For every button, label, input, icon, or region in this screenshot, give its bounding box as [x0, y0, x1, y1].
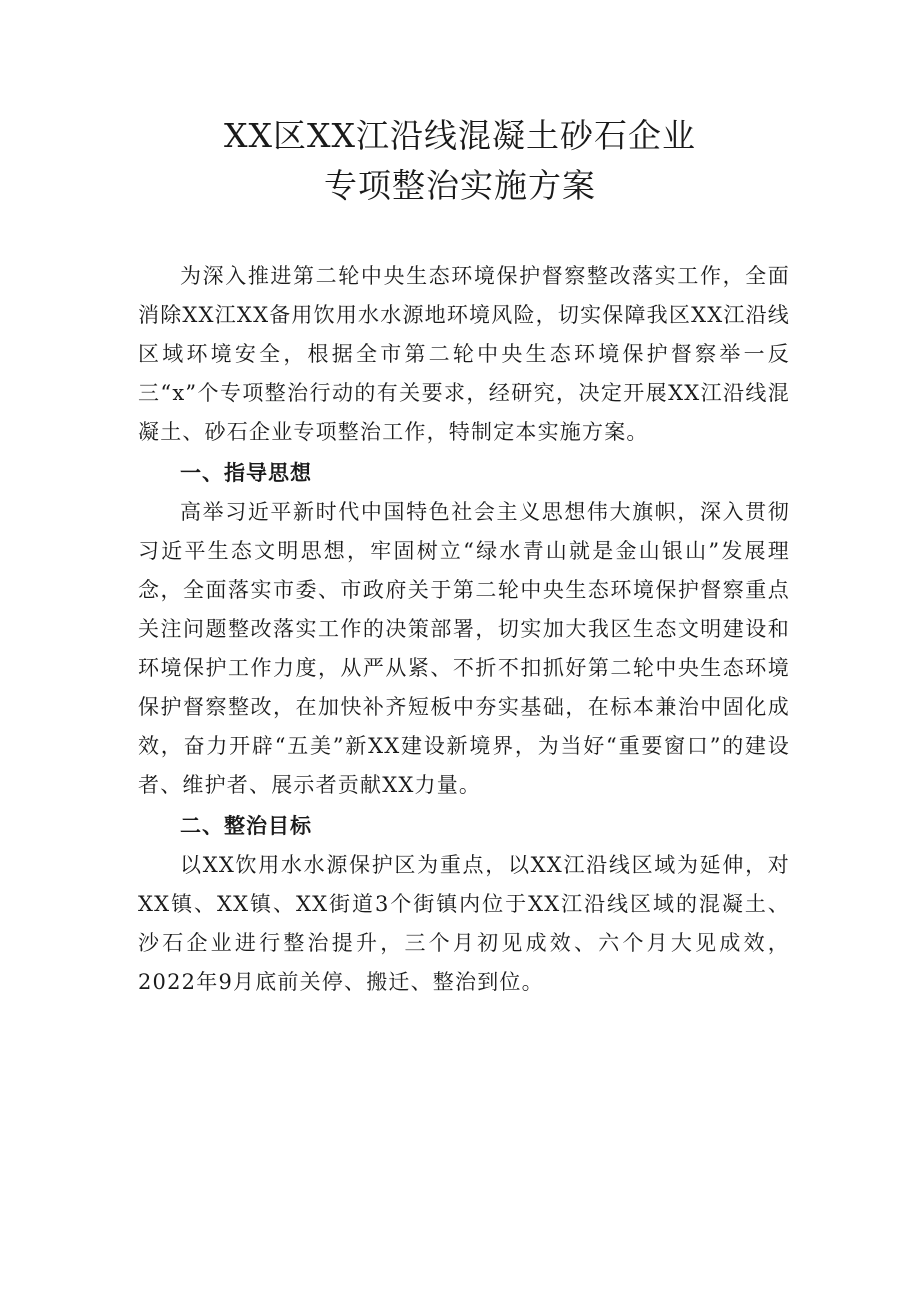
section-heading-guiding-ideology: 一、指导思想 [180, 461, 312, 485]
section-heading-rectification-goals: 二、整治目标 [180, 814, 312, 838]
section-paragraph-guiding-ideology: 高举习近平新时代中国特色社会主义思想伟大旗帜，深入贯彻习近平生态文明思想，牢固树立“绿水青山就是金山银山”发展理念，全面落实市委、市政府关于第二轮中央生态环境保护督察重点关注问题整改落实工作的决策部署，切实加大我区生态文明建设和环境保护工作力度，从严从紧、不折不扣抓好第二轮中央生态环境保护督察整改，在加快补齐短板中夯实基础，在标本兼治中固化成效，奋力开辟“五美”新XX建设新境界，为当好“重要窗口”的建设者、维护者、展示者贡献XX力量。 [138, 500, 790, 797]
section-paragraph-rectification-goals: 以XX饮用水水源保护区为重点，以XX江沿线区域为延伸，对XX镇、XX镇、XX街道3个街镇内位于XX江沿线区域的混凝土、沙石企业进行整治提升，三个月初见成效、六个月大见成效，2022年9月底前关停、搬迁、整治到位。 [138, 853, 790, 994]
intro-paragraph: 为深入推进第二轮中央生态环境保护督察整改落实工作，全面消除XX江XX备用饮用水水源地环境风险，切实保障我区XX江沿线区域环境安全，根据全市第二轮中央生态环境保护督察举一反三“x”个专项整治行动的有关要求，经研究，决定开展XX江沿线混凝土、砂石企业专项整治工作，特制定本实施方案。 [138, 264, 790, 444]
document-title-line-1: XX区XX江沿线混凝土砂石企业 [224, 116, 696, 155]
document-body [138, 257, 790, 1002]
document-title-line-2: 专项整治实施方案 [324, 166, 596, 205]
